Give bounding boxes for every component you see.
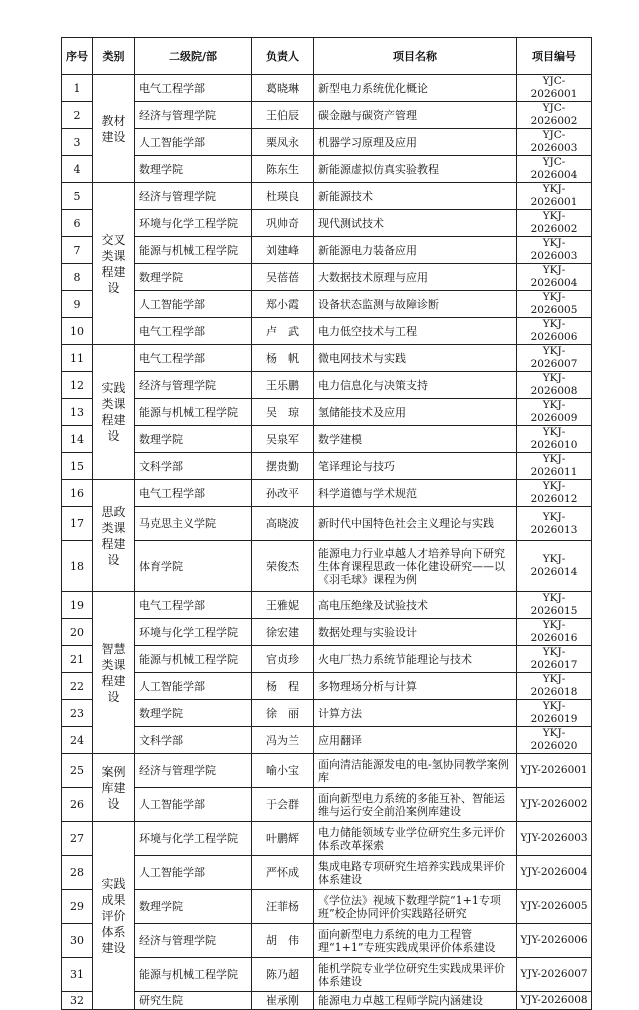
table-row [62, 156, 592, 183]
table-body [62, 75, 592, 1010]
project-name-cell: 面向清洁能源发电的电-氢协同教学案例库 [314, 754, 517, 788]
college-cell: 数理学院 [135, 156, 252, 183]
project-code-cell: YKJ-2026001 [517, 183, 592, 210]
table-row [62, 856, 592, 890]
category-cell: 思政类课程建设 [93, 480, 135, 592]
project-name-cell: 氢储能技术及应用 [314, 399, 517, 426]
person-cell: 徐 丽 [252, 700, 314, 727]
table-row [62, 480, 592, 507]
person-cell: 栗凤永 [252, 129, 314, 156]
project-code-cell: YJY-2026002 [517, 788, 592, 822]
project-name-cell: 能源电力行业卓越人才培养导向下研究生体育课程思政一体化建设研究——以《羽毛球》课程为例 [314, 541, 517, 592]
person-cell: 于会群 [252, 788, 314, 822]
table-row [62, 958, 592, 992]
table-row [62, 345, 592, 372]
project-code-cell: YJC-2026004 [517, 156, 592, 183]
project-code-cell: YKJ-2026019 [517, 700, 592, 727]
person-cell: 孙改平 [252, 480, 314, 507]
project-name-cell: 新能源技术 [314, 183, 517, 210]
project-code-cell: YJY-2026008 [517, 992, 592, 1010]
project-name-cell: 现代测试技术 [314, 210, 517, 237]
table-row [62, 426, 592, 453]
project-code-cell: YJC-2026002 [517, 102, 592, 129]
project-name-cell: 能机学院专业学位研究生实践成果评价体系建设 [314, 958, 517, 992]
row-number: 18 [62, 541, 93, 592]
table-row [62, 264, 592, 291]
project-name-cell: 《学位法》视域下数理学院“1+1专项班”校企协同评价实践路径研究 [314, 890, 517, 924]
college-cell: 能源与机械工程学院 [135, 237, 252, 264]
college-cell: 电气工程学部 [135, 480, 252, 507]
college-cell: 马克思主义学院 [135, 507, 252, 541]
table-row [62, 992, 592, 1010]
project-name-cell: 新能源电力装备应用 [314, 237, 517, 264]
project-code-cell: YKJ-2026018 [517, 673, 592, 700]
row-number: 8 [62, 264, 93, 291]
person-cell: 陈东生 [252, 156, 314, 183]
project-name-cell: 电力信息化与决策支持 [314, 372, 517, 399]
row-number: 12 [62, 372, 93, 399]
project-name-cell: 新型电力系统优化概论 [314, 75, 517, 102]
table-row [62, 673, 592, 700]
table-row [62, 102, 592, 129]
table-row [62, 924, 592, 958]
project-code-cell: YJY-2026001 [517, 754, 592, 788]
category-cell: 交叉类课程建设 [93, 183, 135, 345]
project-code-cell: YKJ-2026003 [517, 237, 592, 264]
row-number: 9 [62, 291, 93, 318]
row-number: 1 [62, 75, 93, 102]
row-number: 31 [62, 958, 93, 992]
table-row [62, 75, 592, 102]
college-cell: 人工智能学部 [135, 788, 252, 822]
table-header-row [62, 38, 592, 75]
project-code-cell: YKJ-2026004 [517, 264, 592, 291]
project-code-cell: YJY-2026006 [517, 924, 592, 958]
project-name-cell: 微电网技术与实践 [314, 345, 517, 372]
college-cell: 人工智能学部 [135, 673, 252, 700]
project-code-cell: YKJ-2026016 [517, 619, 592, 646]
row-number: 30 [62, 924, 93, 958]
college-cell: 经济与管理学院 [135, 183, 252, 210]
table-row [62, 210, 592, 237]
person-cell: 郑小霞 [252, 291, 314, 318]
project-code-cell: YKJ-2026008 [517, 372, 592, 399]
person-cell: 杨 帆 [252, 345, 314, 372]
row-number: 13 [62, 399, 93, 426]
header-person: 负责人 [252, 38, 314, 75]
header-college: 二级院/部 [135, 38, 252, 75]
person-cell: 高晓波 [252, 507, 314, 541]
category-cell: 案例库建设 [93, 754, 135, 822]
header-project: 项目名称 [314, 38, 517, 75]
college-cell: 能源与机械工程学院 [135, 958, 252, 992]
row-number: 3 [62, 129, 93, 156]
college-cell: 数理学院 [135, 426, 252, 453]
table-row [62, 318, 592, 345]
project-name-cell: 数学建模 [314, 426, 517, 453]
project-name-cell: 面向新型电力系统的电力工程管理“1+1”专班实践成果评价体系建设 [314, 924, 517, 958]
row-number: 28 [62, 856, 93, 890]
table-row [62, 507, 592, 541]
person-cell: 卢 武 [252, 318, 314, 345]
table-row [62, 788, 592, 822]
college-cell: 文科学部 [135, 453, 252, 480]
college-cell: 经济与管理学院 [135, 924, 252, 958]
college-cell: 环境与化学工程学院 [135, 619, 252, 646]
person-cell: 汪菲杨 [252, 890, 314, 924]
college-cell: 经济与管理学院 [135, 372, 252, 399]
table-row [62, 619, 592, 646]
college-cell: 数理学院 [135, 264, 252, 291]
college-cell: 电气工程学部 [135, 345, 252, 372]
person-cell: 杨 程 [252, 673, 314, 700]
table-row [62, 646, 592, 673]
project-name-cell: 计算方法 [314, 700, 517, 727]
college-cell: 人工智能学部 [135, 856, 252, 890]
project-name-cell: 电力低空技术与工程 [314, 318, 517, 345]
row-number: 27 [62, 822, 93, 856]
person-cell: 冯为兰 [252, 727, 314, 754]
project-name-cell: 集成电路专项研究生培养实践成果评价体系建设 [314, 856, 517, 890]
project-code-cell: YKJ-2026013 [517, 507, 592, 541]
project-code-cell: YKJ-2026009 [517, 399, 592, 426]
project-code-cell: YKJ-2026002 [517, 210, 592, 237]
table-row [62, 541, 592, 592]
table-row [62, 129, 592, 156]
person-cell: 陈乃超 [252, 958, 314, 992]
college-cell: 数理学院 [135, 890, 252, 924]
person-cell: 徐宏建 [252, 619, 314, 646]
table-row [62, 291, 592, 318]
person-cell: 王雅妮 [252, 592, 314, 619]
person-cell: 官贞珍 [252, 646, 314, 673]
college-cell: 研究生院 [135, 992, 252, 1010]
project-name-cell: 数据处理与实验设计 [314, 619, 517, 646]
row-number: 15 [62, 453, 93, 480]
row-number: 10 [62, 318, 93, 345]
project-name-cell: 高电压绝缘及试验技术 [314, 592, 517, 619]
person-cell: 刘建峰 [252, 237, 314, 264]
college-cell: 人工智能学部 [135, 129, 252, 156]
college-cell: 经济与管理学院 [135, 754, 252, 788]
header-no: 序号 [62, 38, 93, 75]
person-cell: 吴蓓蓓 [252, 264, 314, 291]
row-number: 26 [62, 788, 93, 822]
college-cell: 体育学院 [135, 541, 252, 592]
table-row [62, 592, 592, 619]
row-number: 17 [62, 507, 93, 541]
project-code-cell: YKJ-2026005 [517, 291, 592, 318]
row-number: 7 [62, 237, 93, 264]
person-cell: 严怀成 [252, 856, 314, 890]
row-number: 25 [62, 754, 93, 788]
project-name-cell: 新能源虚拟仿真实验教程 [314, 156, 517, 183]
college-cell: 能源与机械工程学院 [135, 646, 252, 673]
person-cell: 崔承刚 [252, 992, 314, 1010]
project-code-cell: YJY-2026003 [517, 822, 592, 856]
row-number: 32 [62, 992, 93, 1010]
row-number: 24 [62, 727, 93, 754]
table-row [62, 237, 592, 264]
college-cell: 电气工程学部 [135, 592, 252, 619]
project-name-cell: 机器学习原理及应用 [314, 129, 517, 156]
person-cell: 吴 琼 [252, 399, 314, 426]
row-number: 22 [62, 673, 93, 700]
table-row [62, 453, 592, 480]
project-name-cell: 多物理场分析与计算 [314, 673, 517, 700]
project-code-cell: YKJ-2026011 [517, 453, 592, 480]
project-list-table [61, 37, 592, 1010]
project-name-cell: 大数据技术原理与应用 [314, 264, 517, 291]
table-row [62, 727, 592, 754]
project-code-cell: YKJ-2026006 [517, 318, 592, 345]
project-code-cell: YKJ-2026020 [517, 727, 592, 754]
project-code-cell: YKJ-2026014 [517, 541, 592, 592]
row-number: 6 [62, 210, 93, 237]
college-cell: 文科学部 [135, 727, 252, 754]
project-name-cell: 应用翻译 [314, 727, 517, 754]
project-name-cell: 火电厂热力系统节能理论与技术 [314, 646, 517, 673]
project-name-cell: 设备状态监测与故障诊断 [314, 291, 517, 318]
college-cell: 数理学院 [135, 700, 252, 727]
row-number: 20 [62, 619, 93, 646]
college-cell: 电气工程学部 [135, 318, 252, 345]
project-code-cell: YJC-2026003 [517, 129, 592, 156]
college-cell: 环境与化学工程学院 [135, 822, 252, 856]
category-cell: 实践成果评价体系建设 [93, 822, 135, 1010]
row-number: 14 [62, 426, 93, 453]
project-code-cell: YJY-2026004 [517, 856, 592, 890]
category-cell: 教材建设 [93, 75, 135, 183]
person-cell: 王伯辰 [252, 102, 314, 129]
project-name-cell: 碳金融与碳资产管理 [314, 102, 517, 129]
row-number: 11 [62, 345, 93, 372]
project-name-cell: 面向新型电力系统的多能互补、智能运维与运行安全前沿案例库建设 [314, 788, 517, 822]
project-name-cell: 能源电力卓越工程师学院内涵建设 [314, 992, 517, 1010]
category-cell: 实践类课程建设 [93, 345, 135, 480]
header-code: 项目编号 [517, 38, 592, 75]
table-row [62, 822, 592, 856]
person-cell: 葛晓琳 [252, 75, 314, 102]
project-code-cell: YKJ-2026012 [517, 480, 592, 507]
project-name-cell: 电力储能领域专业学位研究生多元评价体系改革探索 [314, 822, 517, 856]
person-cell: 王乐鹏 [252, 372, 314, 399]
project-code-cell: YKJ-2026007 [517, 345, 592, 372]
category-cell: 智慧类课程建设 [93, 592, 135, 754]
table-row [62, 754, 592, 788]
project-code-cell: YJY-2026007 [517, 958, 592, 992]
row-number: 29 [62, 890, 93, 924]
person-cell: 叶鹏辉 [252, 822, 314, 856]
project-code-cell: YKJ-2026017 [517, 646, 592, 673]
college-cell: 能源与机械工程学院 [135, 399, 252, 426]
row-number: 16 [62, 480, 93, 507]
table-row [62, 700, 592, 727]
row-number: 2 [62, 102, 93, 129]
table-row [62, 183, 592, 210]
row-number: 23 [62, 700, 93, 727]
table-row [62, 399, 592, 426]
row-number: 5 [62, 183, 93, 210]
table-row [62, 890, 592, 924]
person-cell: 胡 伟 [252, 924, 314, 958]
project-name-cell: 新时代中国特色社会主义理论与实践 [314, 507, 517, 541]
college-cell: 经济与管理学院 [135, 102, 252, 129]
person-cell: 荣俊杰 [252, 541, 314, 592]
project-code-cell: YJY-2026005 [517, 890, 592, 924]
row-number: 4 [62, 156, 93, 183]
project-name-cell: 科学道德与学术规范 [314, 480, 517, 507]
college-cell: 环境与化学工程学院 [135, 210, 252, 237]
person-cell: 巩帅奇 [252, 210, 314, 237]
person-cell: 杜瑛良 [252, 183, 314, 210]
table-row [62, 372, 592, 399]
project-name-cell: 笔译理论与技巧 [314, 453, 517, 480]
college-cell: 人工智能学部 [135, 291, 252, 318]
project-code-cell: YJC-2026001 [517, 75, 592, 102]
person-cell: 喻小宝 [252, 754, 314, 788]
person-cell: 吴泉军 [252, 426, 314, 453]
project-code-cell: YKJ-2026015 [517, 592, 592, 619]
project-code-cell: YKJ-2026010 [517, 426, 592, 453]
header-category: 类别 [93, 38, 135, 75]
row-number: 21 [62, 646, 93, 673]
college-cell: 电气工程学部 [135, 75, 252, 102]
person-cell: 摆贵勤 [252, 453, 314, 480]
row-number: 19 [62, 592, 93, 619]
